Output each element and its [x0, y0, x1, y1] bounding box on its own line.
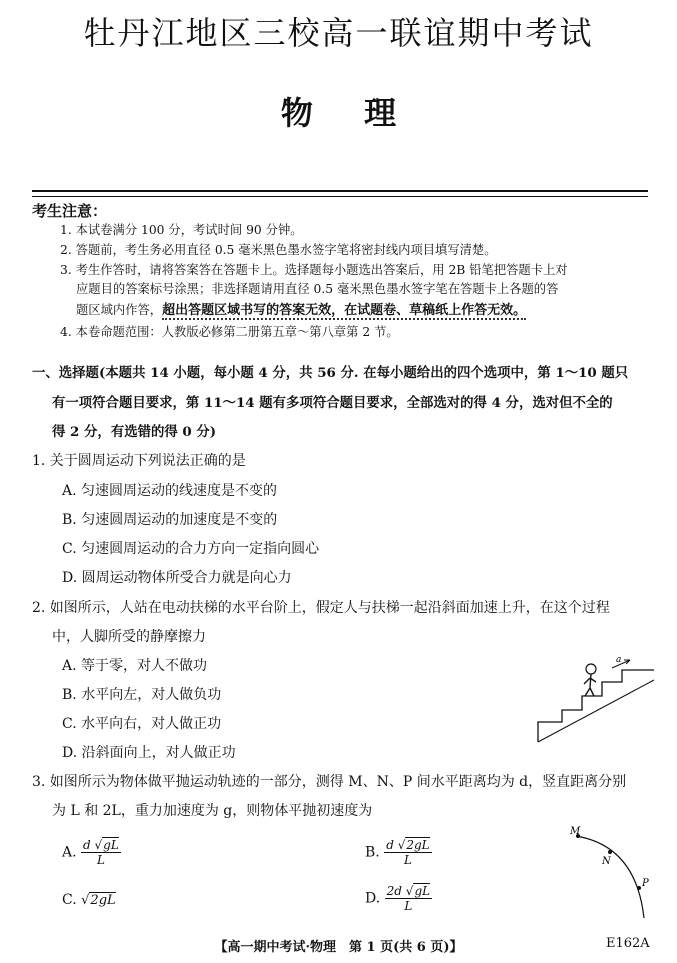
notice-emphasis: 超出答题区域书写的答案无效，在试题卷、草稿纸上作答无效。	[162, 303, 527, 318]
fraction: $\frac{d √gL}{L}$	[83, 838, 119, 867]
numerator-coef: d	[83, 838, 91, 852]
section-heading-line: 有一项符合题目要求，第 11～14 题有多项符合题目要求，全部选对的得 4 分，选对但不全的	[52, 395, 613, 411]
subject-title: 物 理	[280, 94, 397, 132]
option-label: C.	[62, 892, 77, 908]
question-1-option-c: C. 匀速圆周运动的合力方向一定指向圆心	[62, 541, 320, 557]
notice-item: 1. 本试卷满分 100 分，考试时间 90 分钟。	[60, 223, 303, 237]
notice-item: 3. 考生作答时，请将答案答在答题卡上。选择题每小题选出答案后，用 2B 铅笔把答题卡上对	[60, 263, 568, 277]
fraction: $\frac{2d √gL}{L}$	[386, 884, 431, 913]
trajectory-figure	[566, 826, 656, 926]
fraction: $\frac{d √2gL}{L}$	[386, 838, 430, 867]
point-m-label: M	[570, 826, 581, 837]
question-2-option-b: B. 水平向左，对人做负功	[62, 687, 222, 703]
question-1-stem: 1. 关于圆周运动下列说法正确的是	[32, 453, 246, 469]
question-3-stem: 3. 如图所示为物体做平抛运动轨迹的一部分，测得 M、N、P 间水平距离均为 d，竖直距离分别	[32, 774, 627, 790]
section-heading: 一、选择题(本题共 14 小题，每小题 4 分，共 56 分. 在每小题给出的四个选项中，第 1～10 题只	[32, 365, 629, 381]
exam-title: 牡丹江地区三校高一联谊期中考试	[83, 14, 594, 52]
radicand: 2gL	[90, 893, 116, 908]
acceleration-label: a	[616, 655, 622, 665]
escalator-figure	[534, 650, 660, 748]
option-label: B.	[365, 844, 380, 861]
option-label: D.	[365, 890, 381, 907]
header-divider	[32, 190, 648, 197]
denominator: L	[96, 853, 105, 867]
notice-item-part: 题区域内作答，	[76, 303, 163, 317]
point-p-label: P	[642, 878, 649, 889]
question-2-option-a: A. 等于零，对人不做功	[62, 658, 208, 674]
question-3-stem-cont: 为 L 和 2L，重力加速度为 g，则物体平抛初速度为	[52, 803, 373, 819]
notice-item-line	[76, 299, 526, 318]
question-3-option-b	[365, 838, 432, 867]
question-3-option-d	[365, 884, 432, 913]
denominator: L	[403, 853, 412, 867]
notice-heading: 考生注意：	[32, 202, 108, 220]
option-label: A.	[62, 844, 77, 861]
radicand: 2gL	[406, 838, 430, 852]
question-2-option-d: D. 沿斜面向上，对人做正功	[62, 745, 236, 761]
notice-item: 4. 本卷命题范围：人教版必修第二册第五章～第八章第 2 节。	[60, 325, 399, 339]
question-2-stem-cont: 中，人脚所受的静摩擦力	[52, 629, 206, 645]
denominator: L	[404, 899, 413, 913]
document-code: E162A	[606, 936, 650, 951]
question-1-option-d: D. 圆周运动物体所受合力就是向心力	[62, 570, 292, 586]
point-n-label: N	[602, 856, 611, 867]
question-2-option-c: C. 水平向右，对人做正功	[62, 716, 222, 732]
notice-item: 2. 答题前，考生务必用直径 0.5 毫米黑色墨水签字笔将密封线内项目填写清楚。	[60, 243, 497, 257]
page-footer: 【高一期中考试·物理 第 1 页(共 6 页)】	[214, 940, 463, 955]
notice-item: 应题目的答案标号涂黑；非选择题请用直径 0.5 毫米黑色墨水签字笔在答题卡上各题的答	[76, 282, 559, 296]
question-3-option-c: C. √2gL	[62, 892, 116, 908]
question-1-option-b: B. 匀速圆周运动的加速度是不变的	[62, 512, 278, 528]
radicand: gL	[103, 838, 119, 852]
section-heading-line: 得 2 分，有选错的得 0 分)	[52, 424, 217, 440]
numerator-coef: 2d	[386, 884, 402, 898]
radicand: gL	[414, 884, 431, 898]
question-3-option-a	[62, 838, 121, 867]
question-1-option-a: A. 匀速圆周运动的线速度是不变的	[62, 483, 278, 499]
numerator-coef: d	[386, 838, 394, 852]
question-2-stem: 2. 如图所示，人站在电动扶梯的水平台阶上，假定人与扶梯一起沿斜面加速上升，在这个过程	[32, 600, 610, 616]
